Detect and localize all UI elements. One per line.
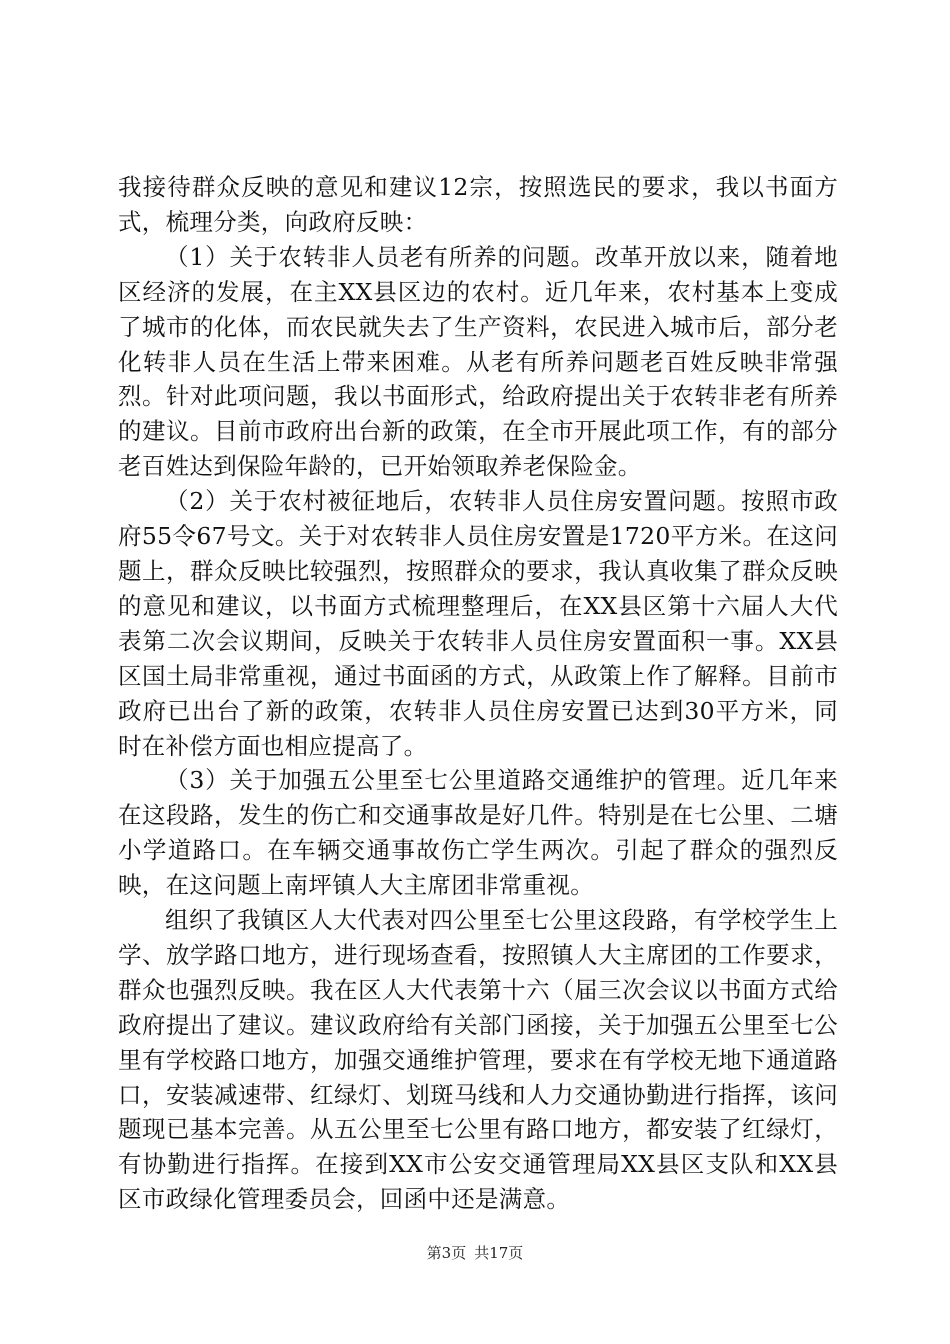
page-number: 第3页 (426, 1244, 467, 1262)
paragraph-item-3: （3）关于加强五公里至七公里道路交通维护的管理。近几年来在这段路，发生的伤亡和交通事故是好几件。特别是在七公里、二塘小学道路口。在车辆交通事故伤亡学生两次。引起了群众的强烈反映，在这问题上南坪镇人大主席团非常重视。 (118, 766, 838, 900)
paragraph-item-3-continued: 组织了我镇区人大代表对四公里至七公里这段路，有学校学生上学、放学路口地方，进行现场查看，按照镇人大主席团的工作要求，群众也强烈反映。我在区人大代表第十六（届三次会议以书面方式给政府提出了建议。建议政府给有关部门函接，关于加强五公里至七公里有学校路口地方，加强交通维护管理，要求在有学校无地下通道路口，安装减速带、红绿灯、划斑马线和人力交通协勤进行指挥，该问题现已基本完善。从五公里至七公里有路口地方，都安装了红绿灯，有协勤进行指挥。在接到XX市公安交通管理局XX县区支队和XX县区市政绿化管理委员会，回函中还是满意。 (118, 906, 838, 1214)
paragraph-item-1: （1）关于农转非人员老有所养的问题。改革开放以来，随着地区经济的发展，在主XX县区边的农村。近几年来，农村基本上变成了城市的化体，而农民就失去了生产资料，农民进入城市后，部分老化转非人员在生活上带来困难。从老有所养问题老百姓反映非常强烈。针对此项问题，我以书面形式，给政府提出关于农转非老有所养的建议。目前市政府出台新的政策，在全市开展此项工作，有的部分老百姓达到保险年龄的，已开始领取养老保险金。 (118, 242, 838, 481)
paragraph-intro: 我接待群众反映的意见和建议12宗，按照选民的要求，我以书面方式，梳理分类，向政府反映： (118, 173, 838, 236)
page-total: 共17页 (474, 1244, 524, 1262)
document-body (118, 170, 838, 1217)
paragraph-item-2: （2）关于农村被征地后，农转非人员住房安置问题。按照市政府55令67号文。关于对农转非人员住房安置是1720平方米。在这问题上，群众反映比较强烈，按照群众的要求，我认真收集了群众反映的意见和建议，以书面方式梳理整理后，在XX县区第十六届人大代表第二次会议期间，反映关于农转非人员住房安置面积一事。XX县区国土局非常重视，通过书面函的方式，从政策上作了解释。目前市政府已出台了新的政策，农转非人员住房安置已达到30平方米，同时在补偿方面也相应提高了。 (118, 487, 838, 760)
page-footer (0, 1243, 950, 1263)
